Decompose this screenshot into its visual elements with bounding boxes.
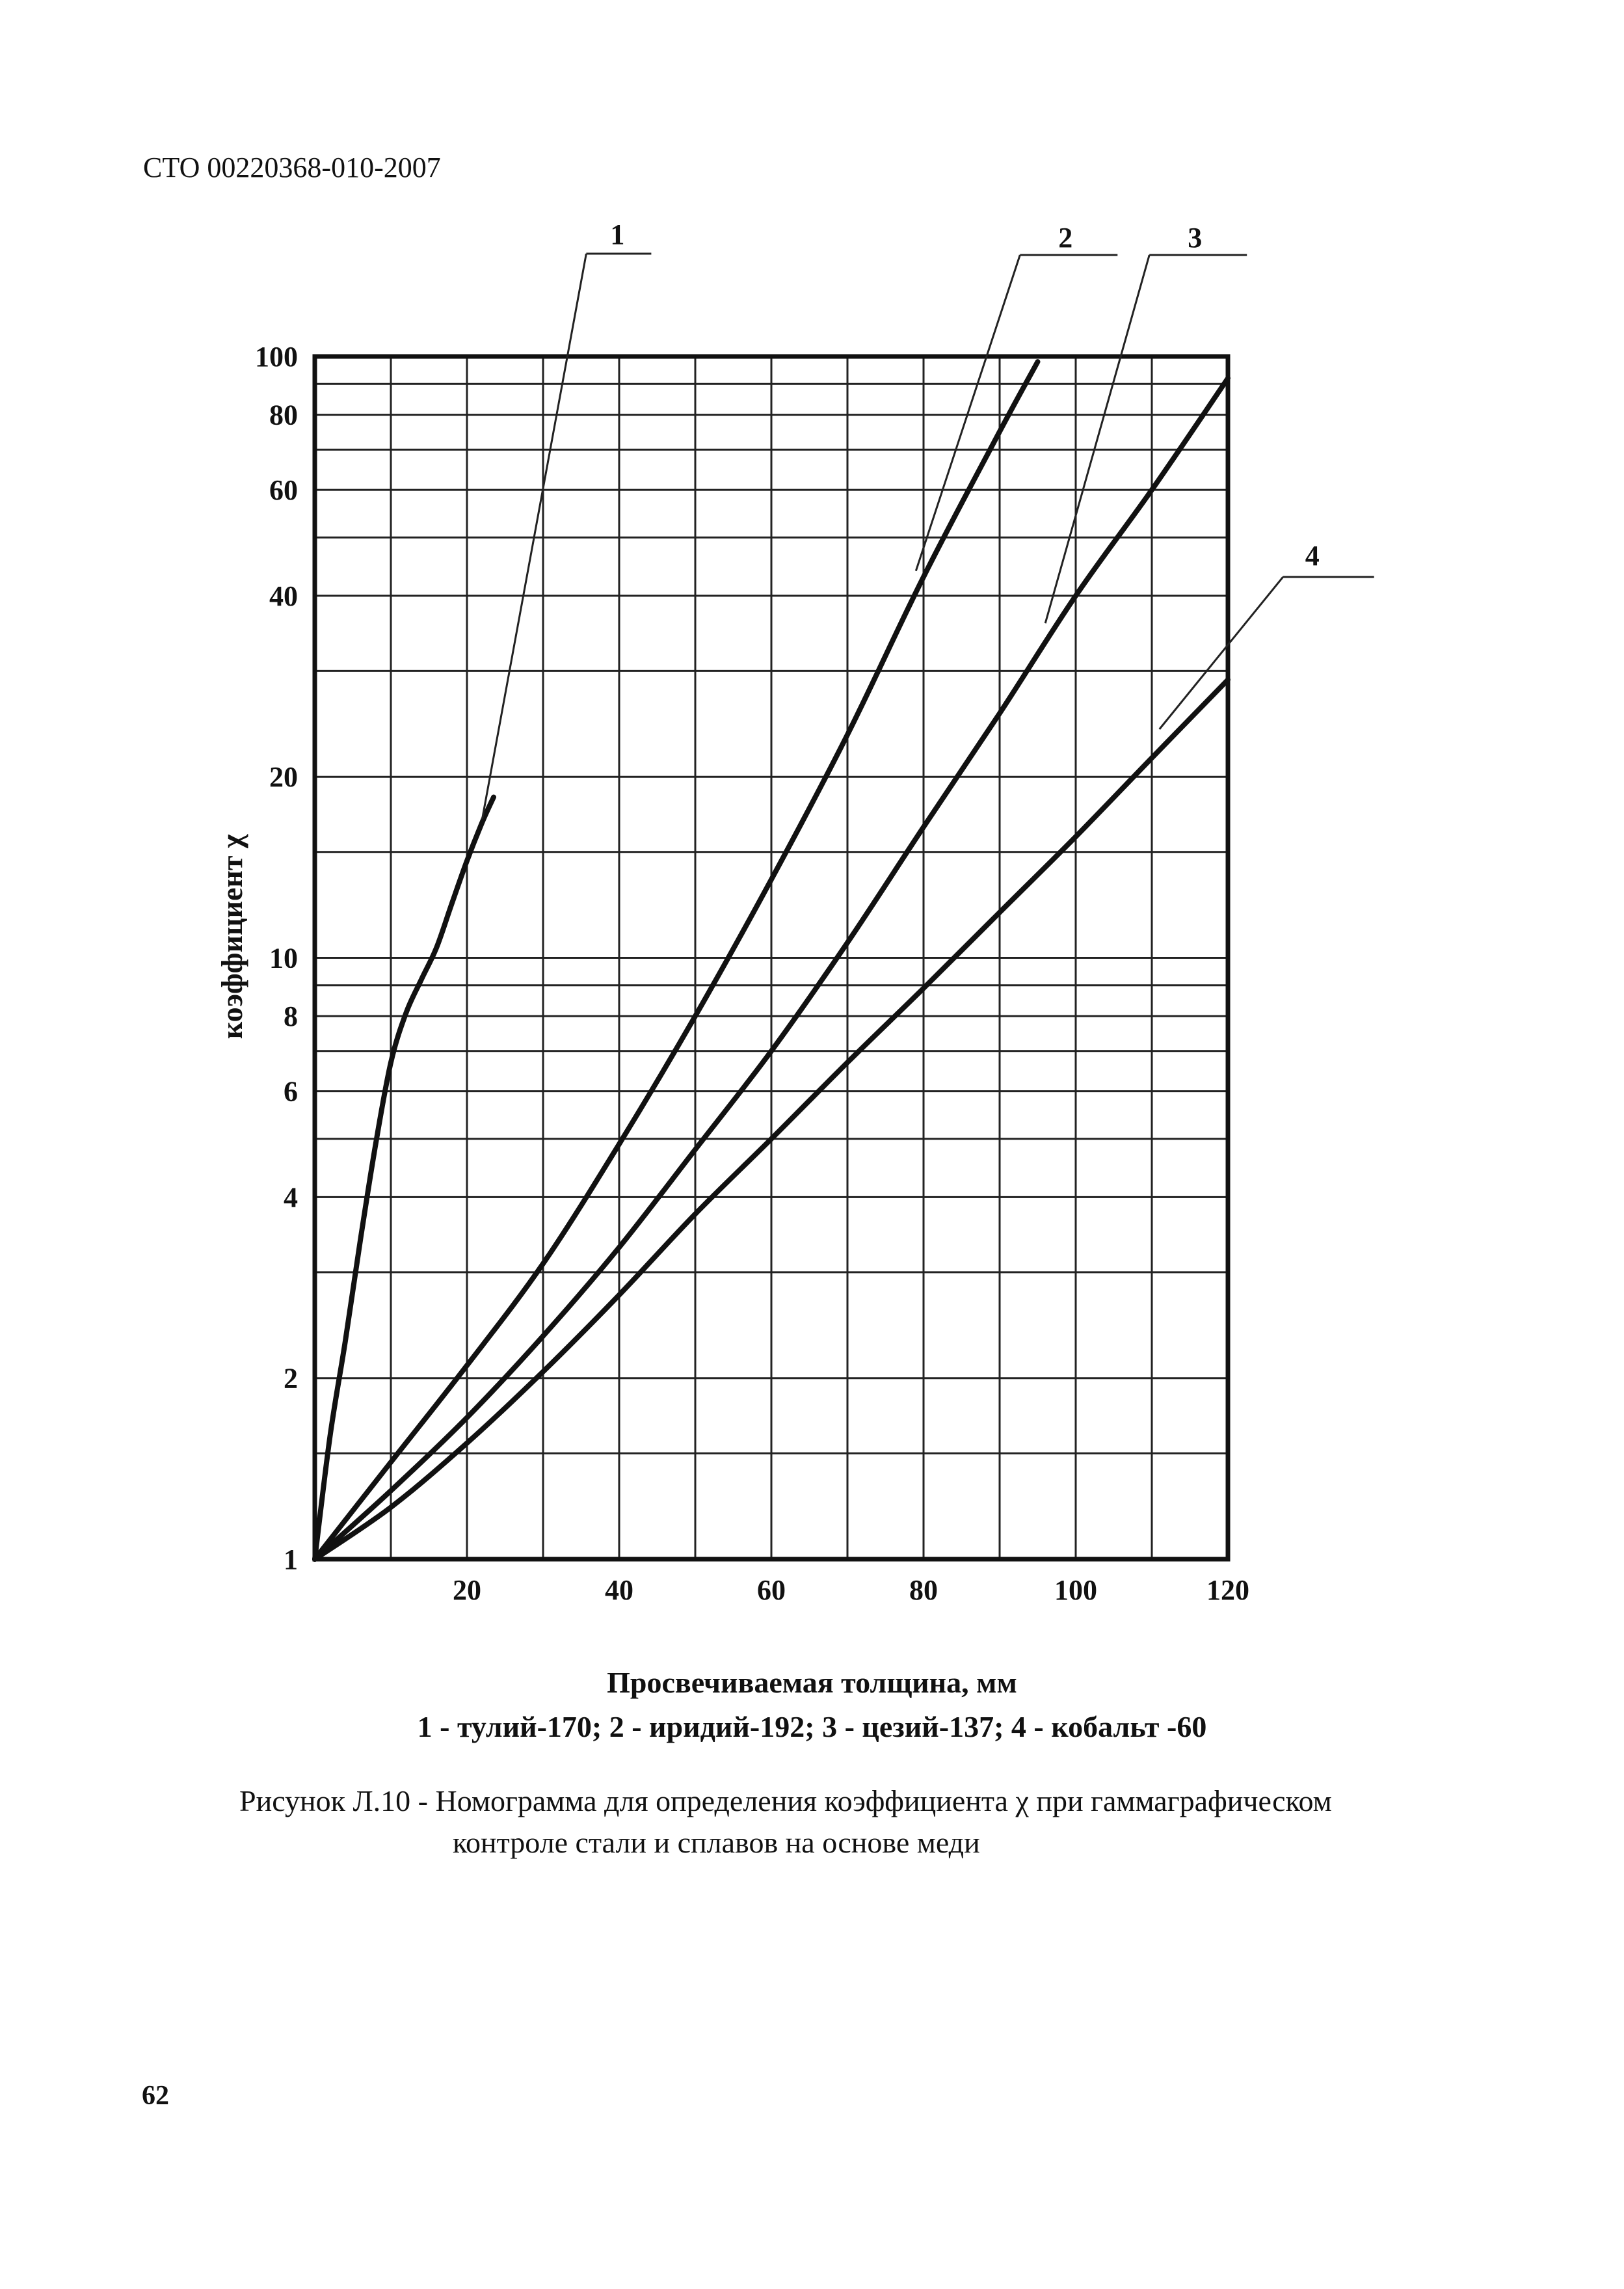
y-tick-label: 6 (284, 1075, 298, 1108)
y-tick-label: 4 (284, 1181, 298, 1214)
y-tick-label: 80 (269, 399, 298, 431)
figure-caption-line1: Рисунок Л.10 - Номограмма для определения коэффициента χ при гаммаграфическом (239, 1784, 1332, 1817)
y-tick-label: 100 (255, 341, 298, 373)
y-tick-label: 40 (269, 580, 298, 612)
y-tick-label: 60 (269, 474, 298, 507)
x-tick-label: 80 (909, 1574, 938, 1606)
legend: 1 - тулий-170; 2 - иридий-192; 3 - цезий-137; 4 - кобальт -60 (417, 1710, 1207, 1743)
document-header: СТО 00220368-010-2007 (143, 152, 441, 183)
x-tick-label: 100 (1054, 1574, 1097, 1606)
x-tick-label: 60 (757, 1574, 786, 1606)
x-axis-label: Просвечиваемая толщина, мм (607, 1666, 1017, 1699)
y-tick-label: 2 (284, 1362, 298, 1395)
x-tick-label: 120 (1206, 1574, 1249, 1606)
chart-grid (315, 356, 1228, 1559)
callout-number-2: 2 (1058, 222, 1073, 254)
series-line-2 (315, 362, 1038, 1559)
y-tick-label: 1 (284, 1544, 298, 1575)
chart-tick-labels (255, 341, 1249, 1606)
callout-number-3: 3 (1188, 222, 1203, 254)
y-tick-label: 8 (284, 1000, 298, 1033)
callout-number-1: 1 (610, 219, 625, 250)
figure-caption-line2: контроле стали и сплавов на основе меди (453, 1826, 980, 1859)
callout-number-4: 4 (1305, 540, 1320, 572)
callout-leader-1 (482, 254, 586, 819)
x-tick-label: 20 (453, 1574, 481, 1606)
callout-leader-4 (1160, 577, 1283, 729)
y-axis-label: коэффициент χ (215, 834, 248, 1039)
page-number: 62 (142, 2081, 169, 2111)
y-tick-label: 10 (269, 942, 298, 974)
y-tick-label: 20 (269, 761, 298, 794)
x-tick-label: 40 (605, 1574, 633, 1606)
callout-leader-2 (916, 255, 1020, 571)
series-callouts (482, 219, 1374, 819)
